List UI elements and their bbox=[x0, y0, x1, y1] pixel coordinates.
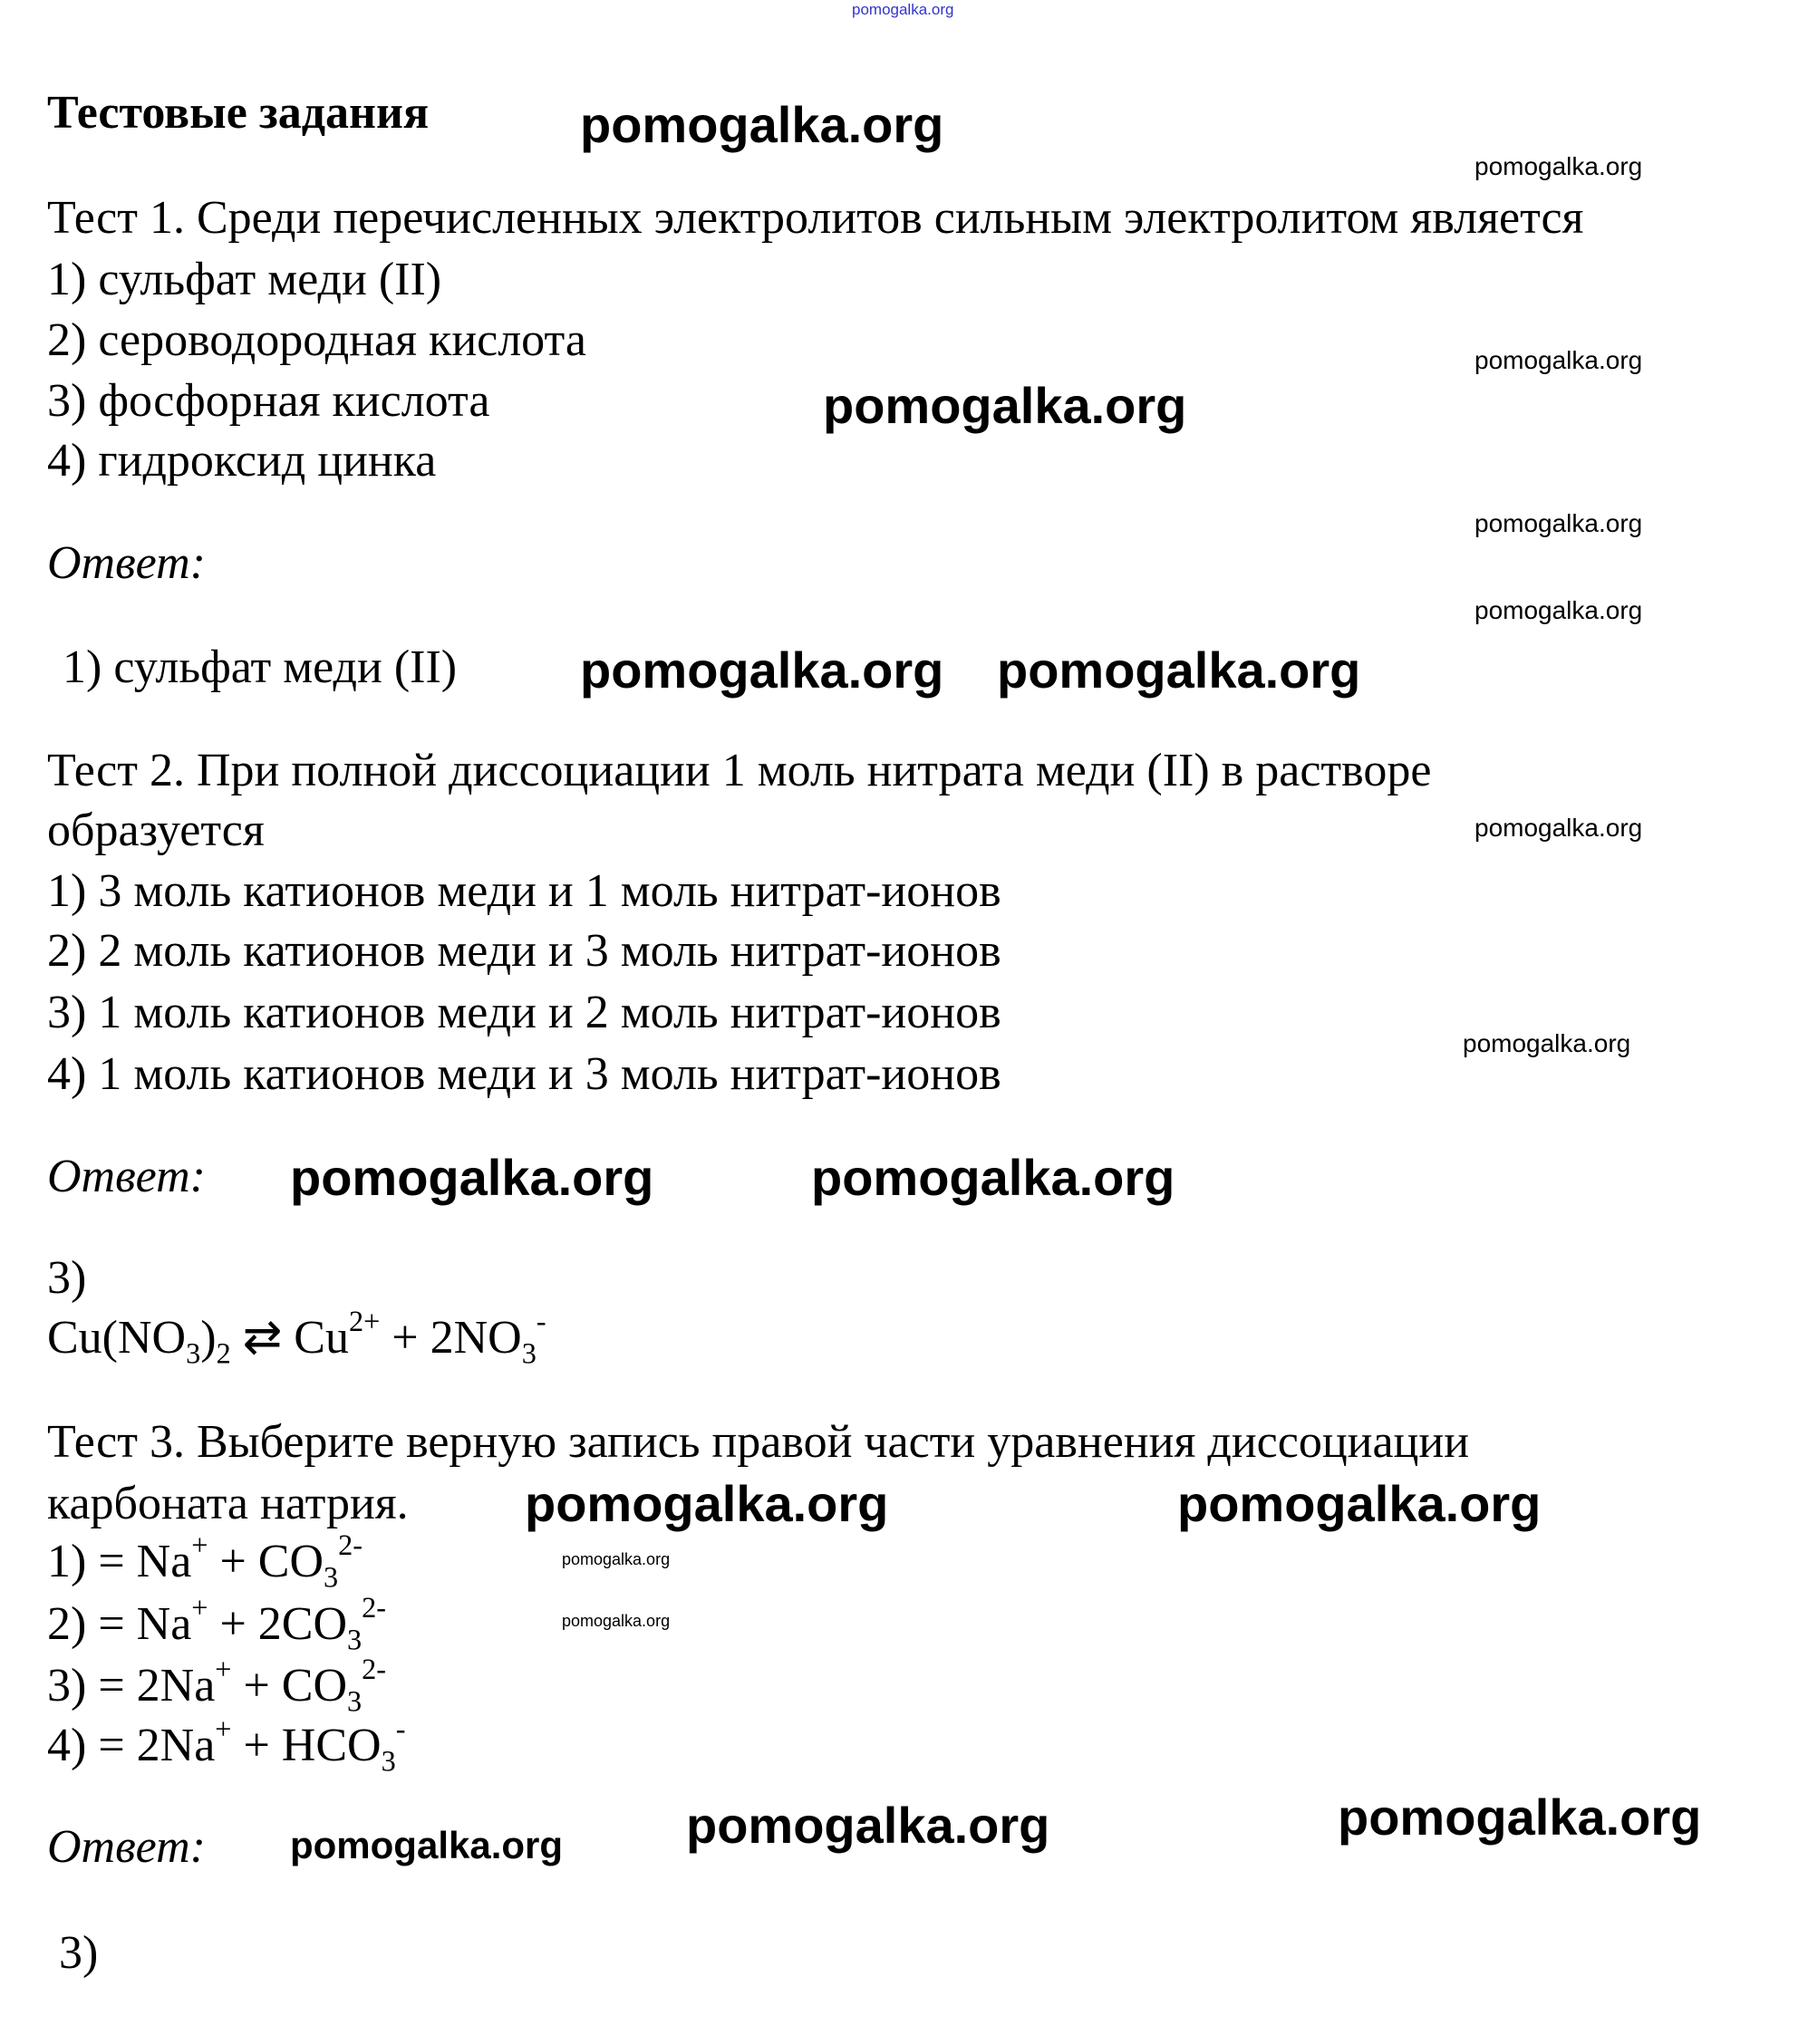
formula-text: Cu(NO bbox=[47, 1312, 187, 1364]
formula-supscript: + bbox=[215, 1711, 232, 1745]
formula-supscript: - bbox=[536, 1304, 546, 1337]
watermark: pomogalka.org bbox=[562, 1550, 671, 1568]
test3-question-cont: карбоната натрия. bbox=[47, 1478, 409, 1529]
test3-option bbox=[47, 1528, 363, 1594]
watermark: pomogalka.org bbox=[1474, 346, 1643, 374]
formula-text: 4) = 2Na bbox=[47, 1720, 216, 1771]
formula-text: + CO bbox=[208, 1536, 324, 1587]
watermark: pomogalka.org bbox=[852, 1, 954, 18]
formula-text: + CO bbox=[231, 1660, 348, 1711]
watermark: pomogalka.org bbox=[1474, 152, 1643, 180]
formula-subscript: 3 bbox=[381, 1744, 396, 1778]
page-title: Тестовые задания bbox=[47, 87, 430, 139]
watermark: pomogalka.org bbox=[1474, 596, 1643, 624]
watermark: pomogalka.org bbox=[580, 96, 944, 153]
formula-text: + HCO bbox=[231, 1720, 382, 1771]
formula-supscript: 2- bbox=[362, 1652, 387, 1685]
test1-option: 4) гидроксид цинка bbox=[47, 435, 437, 487]
test1-option: 1) сульфат меди (II) bbox=[47, 254, 442, 305]
formula-supscript: + bbox=[191, 1590, 208, 1624]
test3-option bbox=[47, 1652, 387, 1718]
test3-option bbox=[47, 1590, 387, 1656]
formula-subscript: 3 bbox=[347, 1623, 363, 1656]
watermark: pomogalka.org bbox=[525, 1475, 889, 1532]
test3-question: Тест 3. Выберите верную запись правой части уравнения диссоциации bbox=[47, 1416, 1470, 1468]
formula-supscript: - bbox=[395, 1711, 406, 1745]
formula-subscript: 3 bbox=[186, 1336, 201, 1370]
test2-option: 4) 1 моль катионов меди и 3 моль нитрат-ионов bbox=[47, 1048, 1001, 1100]
formula-subscript: 2 bbox=[216, 1336, 231, 1370]
formula-supscript: + bbox=[191, 1528, 208, 1561]
formula-text: ⇄ Cu bbox=[230, 1312, 349, 1364]
watermark: pomogalka.org bbox=[1463, 1029, 1631, 1057]
test2-question-cont: образуется bbox=[47, 805, 265, 856]
formula-text: + 2CO bbox=[208, 1598, 348, 1650]
test1-answer-label: Ответ: bbox=[47, 537, 206, 589]
formula-text: 2) = Na bbox=[47, 1598, 192, 1650]
formula-text: ) bbox=[200, 1312, 217, 1364]
formula-supscript: 2+ bbox=[348, 1304, 381, 1337]
test2-answer: 3) bbox=[47, 1252, 87, 1304]
test1-question: Тест 1. Среди перечисленных электролитов сильным электролитом является bbox=[47, 192, 1584, 244]
formula-supscript: 2- bbox=[338, 1528, 363, 1561]
watermark: pomogalka.org bbox=[1177, 1475, 1542, 1532]
watermark: pomogalka.org bbox=[686, 1797, 1050, 1854]
formula-subscript: 3 bbox=[521, 1336, 537, 1370]
watermark: pomogalka.org bbox=[1474, 814, 1643, 842]
test2-option: 3) 1 моль катионов меди и 2 моль нитрат-ионов bbox=[47, 987, 1001, 1038]
test1-option: 3) фосфорная кислота bbox=[47, 375, 490, 427]
test2-question: Тест 2. При полной диссоциации 1 моль нитрата меди (II) в растворе bbox=[47, 745, 1432, 796]
watermark: pomogalka.org bbox=[997, 641, 1361, 699]
test1-option: 2) сероводородная кислота bbox=[47, 314, 586, 366]
test2-answer-label: Ответ: bbox=[47, 1151, 206, 1202]
formula-supscript: 2- bbox=[362, 1590, 387, 1624]
test2-option: 2) 2 моль катионов меди и 3 моль нитрат-ионов bbox=[47, 925, 1001, 977]
formula-text: 3) = 2Na bbox=[47, 1660, 216, 1711]
watermark: pomogalka.org bbox=[1474, 509, 1643, 537]
formula-supscript: + bbox=[215, 1652, 232, 1685]
watermark: pomogalka.org bbox=[823, 377, 1187, 434]
watermark: pomogalka.org bbox=[811, 1149, 1175, 1206]
test3-answer-label: Ответ: bbox=[47, 1821, 206, 1873]
test1-answer: 1) сульфат меди (II) bbox=[63, 641, 458, 693]
watermark: pomogalka.org bbox=[1338, 1788, 1702, 1846]
formula-text: + 2NO bbox=[380, 1312, 522, 1364]
formula-subscript: 3 bbox=[347, 1684, 363, 1718]
formula-text: 1) = Na bbox=[47, 1536, 192, 1587]
test2-equation bbox=[47, 1304, 546, 1370]
watermark: pomogalka.org bbox=[290, 1824, 564, 1866]
watermark: pomogalka.org bbox=[562, 1612, 671, 1630]
watermark: pomogalka.org bbox=[290, 1149, 654, 1206]
test3-option bbox=[47, 1711, 406, 1778]
test3-answer: 3) bbox=[59, 1927, 99, 1979]
formula-subscript: 3 bbox=[324, 1560, 339, 1594]
test2-option: 1) 3 моль катионов меди и 1 моль нитрат-ионов bbox=[47, 865, 1001, 917]
watermark: pomogalka.org bbox=[580, 641, 944, 699]
